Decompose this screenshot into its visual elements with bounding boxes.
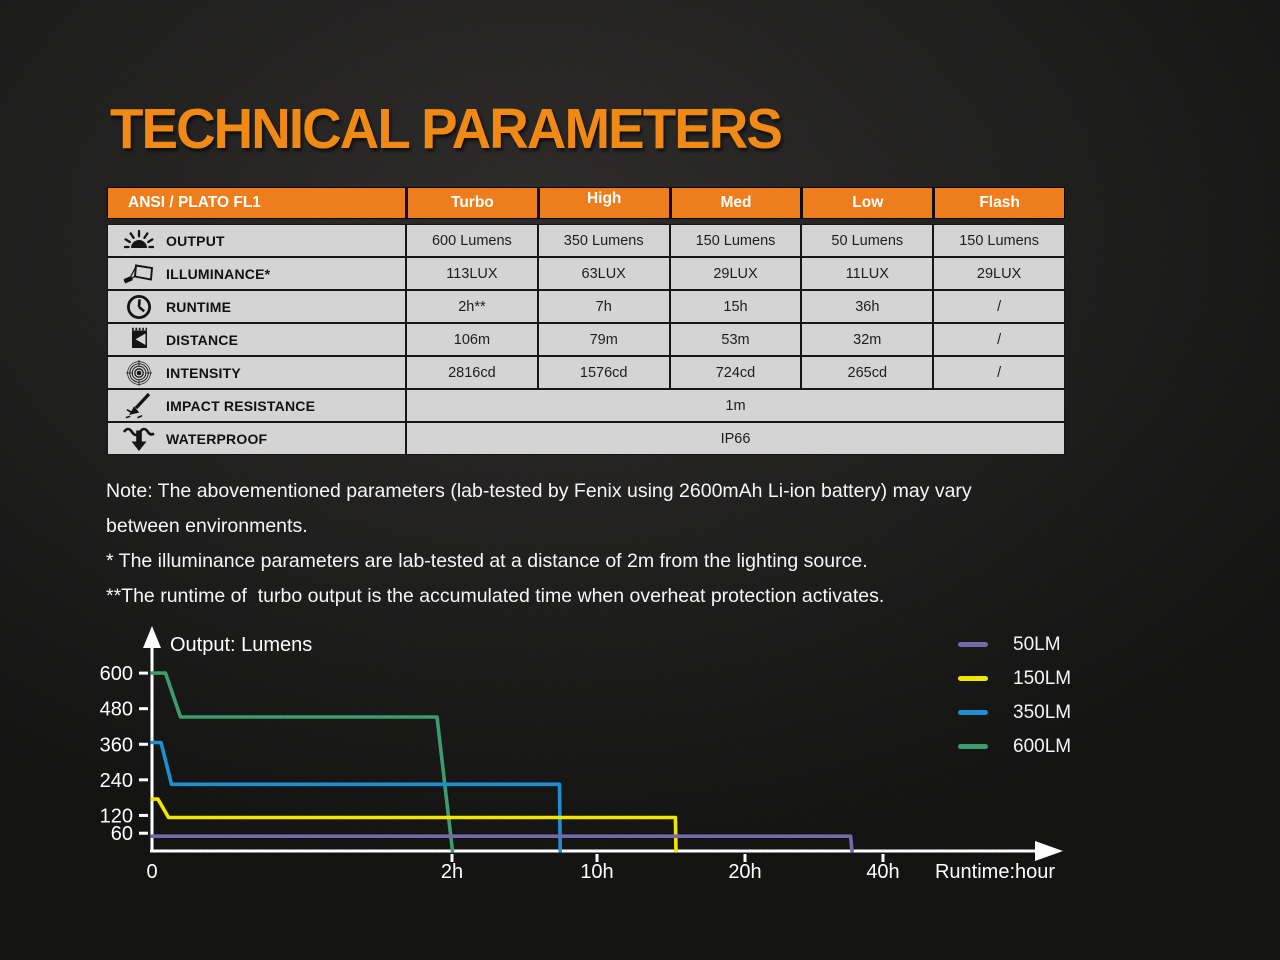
value-cell: 29LUX	[671, 258, 801, 289]
value-cell: 50 Lumens	[802, 225, 932, 256]
y-tick-label: 240	[99, 769, 133, 792]
legend-swatch-350lm	[958, 710, 988, 715]
value-cell: 150 Lumens	[934, 225, 1064, 256]
y-tick-label: 120	[99, 805, 133, 828]
y-tick-label: 600	[99, 663, 133, 686]
row-label-cell	[108, 390, 405, 421]
row-label-cell	[108, 258, 405, 289]
column-header-turbo: Turbo	[408, 188, 537, 218]
table-corner-header: ANSI / PLATO FL1	[108, 188, 405, 218]
note-line: * The illuminance parameters are lab-tested at a distance of 2m from the lighting source.	[106, 550, 868, 572]
value-cell-span: 1m	[407, 390, 1064, 421]
legend-swatch-150lm	[958, 676, 988, 681]
impact-resistance-icon	[122, 392, 156, 420]
y-axis-arrow	[143, 626, 161, 648]
series-line-600lm	[152, 673, 453, 851]
value-cell: 36h	[802, 291, 932, 322]
legend-label: 600LM	[1013, 735, 1072, 757]
series-line-150lm	[152, 799, 676, 851]
value-cell: 29LUX	[934, 258, 1064, 289]
value-cell: 1576cd	[539, 357, 669, 388]
distance-icon	[122, 326, 156, 354]
x-tick-label: 20h	[728, 861, 762, 883]
row-label-cell	[108, 225, 405, 256]
value-cell: 32m	[802, 324, 932, 355]
value-cell: /	[934, 324, 1064, 355]
value-cell: 11LUX	[802, 258, 932, 289]
value-cell: /	[934, 357, 1064, 388]
waterproof-icon	[122, 425, 156, 453]
value-cell-span: IP66	[407, 423, 1064, 454]
value-cell: 350 Lumens	[539, 225, 669, 256]
x-tick-label: 0	[146, 861, 158, 883]
intensity-icon	[122, 359, 156, 387]
column-header-low: Low	[803, 188, 932, 218]
value-cell: /	[934, 291, 1064, 322]
legend-row	[958, 701, 1071, 724]
spec-table-header-row	[108, 188, 1064, 218]
value-cell: 2h**	[407, 291, 537, 322]
legend-swatch-600lm	[958, 744, 988, 749]
x-tick-label: 10h	[580, 861, 614, 883]
legend-swatch-50lm	[958, 642, 988, 647]
legend-row	[958, 735, 1071, 758]
chart-legend	[958, 633, 1071, 769]
x-axis-arrow	[1035, 841, 1063, 861]
row-label: WATERPROOF	[166, 430, 268, 447]
x-axis-title: Runtime:hour	[934, 861, 1056, 883]
value-cell: 63LUX	[539, 258, 669, 289]
note-line: Note: The abovementioned parameters (lab-tested by Fenix using 2600mAh Li-ion battery) may vary	[106, 480, 972, 502]
row-label-cell	[108, 291, 405, 322]
y-tick-label: 480	[99, 698, 133, 721]
runtime-icon	[122, 293, 156, 321]
spec-table-body	[108, 225, 1064, 454]
row-label: ILLUMINANCE*	[166, 265, 271, 282]
row-label: DISTANCE	[166, 331, 239, 348]
value-cell: 53m	[671, 324, 801, 355]
illuminance-icon	[122, 260, 156, 288]
value-cell: 7h	[539, 291, 669, 322]
row-label-cell	[108, 423, 405, 454]
legend-label: 150LM	[1013, 667, 1072, 689]
y-tick-label: 360	[99, 734, 133, 757]
value-cell: 113LUX	[407, 258, 537, 289]
legend-row	[958, 633, 1071, 656]
y-tick-label: 60	[110, 823, 133, 846]
output-icon	[122, 227, 156, 255]
spec-table	[108, 188, 1064, 454]
legend-label: 350LM	[1013, 701, 1072, 723]
note-line: between environments.	[106, 515, 308, 537]
row-label-cell	[108, 324, 405, 355]
note-line: **The runtime of turbo output is the accumulated time when overheat protection activates.	[106, 585, 885, 607]
value-cell: 600 Lumens	[407, 225, 537, 256]
runtime-chart	[95, 618, 1080, 910]
value-cell: 150 Lumens	[671, 225, 801, 256]
value-cell: 724cd	[671, 357, 801, 388]
column-header-med: Med	[672, 188, 801, 218]
row-label: IMPACT RESISTANCE	[166, 397, 316, 414]
notes-block	[106, 474, 972, 614]
value-cell: 265cd	[802, 357, 932, 388]
row-label: OUTPUT	[166, 232, 225, 249]
column-header-high: High	[540, 188, 669, 218]
column-header-flash: Flash	[935, 188, 1064, 218]
value-cell: 106m	[407, 324, 537, 355]
row-label: RUNTIME	[166, 298, 232, 315]
legend-label: 50LM	[1013, 633, 1061, 655]
x-tick-label: 2h	[440, 861, 464, 883]
row-label: INTENSITY	[166, 364, 241, 381]
page-title: TECHNICAL PARAMETERS	[110, 97, 781, 161]
row-label-cell	[108, 357, 405, 388]
value-cell: 15h	[671, 291, 801, 322]
legend-row	[958, 667, 1071, 690]
chart-title: Output: Lumens	[170, 634, 313, 656]
value-cell: 2816cd	[407, 357, 537, 388]
x-tick-label: 40h	[866, 861, 900, 883]
series-line-50lm	[152, 836, 852, 851]
value-cell: 79m	[539, 324, 669, 355]
